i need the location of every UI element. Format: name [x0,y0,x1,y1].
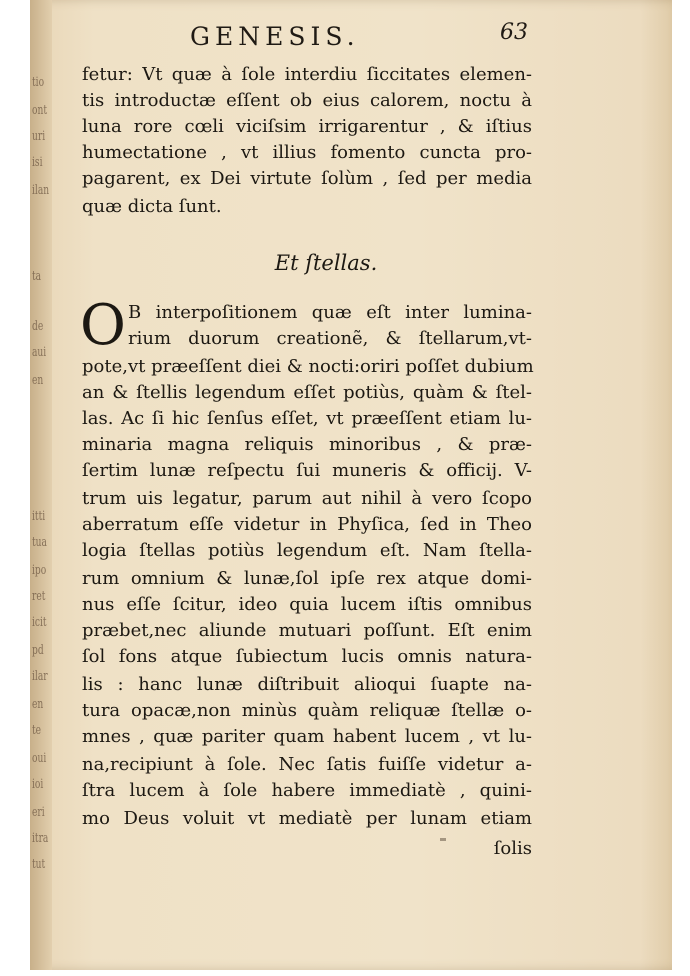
text-line: na,recipiunt à ſole. Nec ſatis fuiſſe videtur a- [82,754,532,775]
text-line: aberratum eſſe videtur in Phyſica, ſed in Theo [82,514,532,535]
running-head: GENESIS. [190,22,360,51]
text-line: humectatione , vt illius fomento cuncta pro- [82,142,532,163]
margin-fragment: eri [32,805,45,820]
margin-fragment: isi [32,155,43,170]
margin-fragment: ioi [32,777,44,792]
text-line: an & ſtellis legendum eſſet potiùs, quàm & ſtel- [82,382,532,403]
margin-fragment: tut [32,857,46,872]
margin-fragment: tio [32,75,45,90]
margin-fragment: tua [32,535,47,550]
margin-fragment: icit [32,615,47,630]
margin-fragment: uri [32,129,46,144]
text-line: minaria magna reliquis minoribus , & præ- [82,434,532,455]
margin-fragment: ret [32,589,46,604]
margin-fragment: en [32,697,44,712]
margin-fragment: itra [32,831,49,846]
text-line: logia ſtellas potiùs legendum eſt. Nam ſtella- [82,540,532,561]
margin-fragment: ilan [32,183,50,198]
page-gutter [30,0,52,970]
text-line: ſertim lunæ reſpectu ſui muneris & officij. V- [82,460,532,481]
margin-fragment: itti [32,509,46,524]
text-line: las. Ac ſi hic ſenſus eſſet, vt præeſſent etiam lu- [82,408,532,429]
margin-fragment: te [32,723,42,738]
text-line: præbet,nec aliunde mutuari poſſunt. Eſt enim [82,620,532,641]
margin-fragment: ipo [32,563,47,578]
text-line: pote,vt præeſſent diei & nocti:oriri poſſet dubium [82,356,534,377]
text-line: lis : hanc lunæ diſtribuit alioqui ſuapte na- [82,674,532,695]
drop-cap: O [80,293,126,358]
text-line: mo Deus voluit vt mediatè per lunam etiam [82,808,532,829]
section-title: Et ſtellas. [274,251,378,275]
text-line: pagarent, ex Dei virtute ſolùm , ſed per media [82,168,532,189]
margin-fragment: en [32,373,44,388]
text-line: trum uis legatur, parum aut nihil à vero ſcopo [82,488,532,509]
margin-fragment: pd [32,643,44,658]
catchword: ſolis [493,838,532,859]
text-line: tura opacæ,non minùs quàm reliquæ ſtellæ o- [82,700,532,721]
margin-fragment: oui [32,751,47,766]
text-line: ſtra lucem à ſole habere immediatè , quini- [82,780,532,801]
text-line: B interpoſitionem quæ eſt inter lumina- [128,302,532,323]
text-line: fetur: Vt quæ à ſole interdiu ſiccitates elemen- [82,64,532,85]
text-line: quæ dicta ſunt. [82,196,222,217]
margin-fragment: ont [32,103,48,118]
text-line: tis introductæ eſſent ob eius calorem, noctu à [82,90,532,111]
margin-fragment: aui [32,345,47,360]
text-line: ſol fons atque ſubiectum lucis omnis natura- [82,646,532,667]
margin-fragment: ilar [32,669,48,684]
text-line: rum omnium & lunæ,ſol ipſe rex atque domi- [82,568,532,589]
margin-fragment: de [32,319,44,334]
text-line: luna rore cœli viciſsim irrigarentur , & iſtius [82,116,532,137]
text-line: rium duorum creationẽ, & ſtellarum,vt- [128,328,532,349]
text-line: mnes , quæ pariter quam habent lucem , vt lu- [82,726,532,747]
text-line: nus eſſe ſcitur, ideo quia lucem iſtis omnibus [82,594,532,615]
ink-speck [440,838,446,841]
margin-fragment: ta [32,269,42,284]
page-number: 63 [500,20,528,45]
